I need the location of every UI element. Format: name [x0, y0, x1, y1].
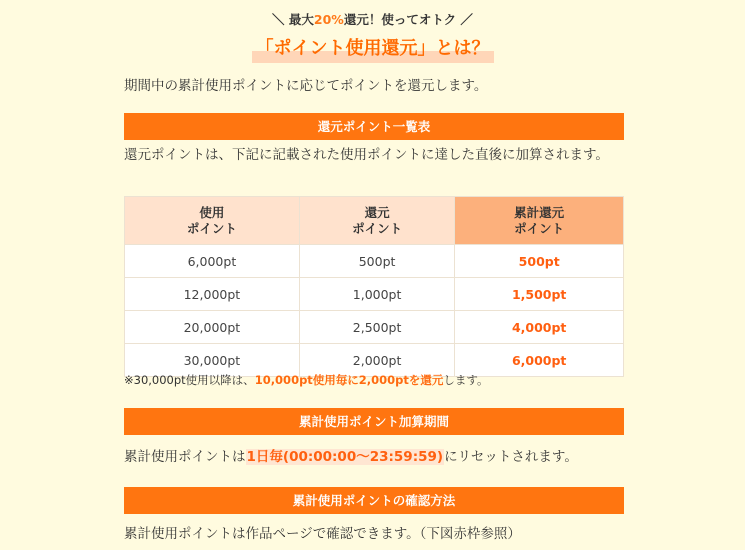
intro-text: 期間中の累計使用ポイントに応じてポイントを還元します。: [124, 78, 488, 94]
reward-table-header-row: [125, 197, 624, 245]
cell-reward: 2,500pt: [299, 311, 455, 344]
table-row: [125, 245, 624, 278]
hero-subtitle-pre: ＼ 最大: [272, 12, 314, 27]
hero-subtitle: [0, 10, 745, 28]
reward-table: [124, 196, 624, 377]
hero-subtitle-highlight: 20%: [313, 12, 344, 27]
section-heading-accumulation-period: 累計使用ポイント加算期間: [124, 408, 624, 435]
cell-reward: 500pt: [299, 245, 455, 278]
cell-cumulative: 1,500pt: [455, 278, 624, 311]
cell-cumulative: 500pt: [455, 245, 624, 278]
period-highlight: 1日毎(00:00:00～23:59:59): [246, 449, 444, 465]
note-post: します。: [443, 373, 489, 387]
cell-used: 12,000pt: [125, 278, 300, 311]
cell-cumulative: 6,000pt: [455, 344, 624, 377]
accumulation-period-text: [124, 447, 624, 468]
cell-used: 20,000pt: [125, 311, 300, 344]
section-heading-confirm-method: 累計使用ポイントの確認方法: [124, 487, 624, 514]
table-row: [125, 311, 624, 344]
hero-title: 「ポイント使用還元」とは？: [252, 34, 494, 63]
note-highlight: 10,000pt使用毎に2,000ptを還元: [254, 373, 444, 387]
note-pre: ※30,000pt使用以降は、: [124, 373, 255, 387]
header-cumulative-points: 累計還元 ポイント: [455, 197, 624, 245]
cell-reward: 2,000pt: [299, 344, 455, 377]
cell-used: 30,000pt: [125, 344, 300, 377]
cell-cumulative: 4,000pt: [455, 311, 624, 344]
hero-subtitle-post: 還元！使ってオトク ／: [343, 12, 473, 27]
header-reward-points: 還元 ポイント: [299, 197, 455, 245]
period-text-post: にリセットされます。: [444, 449, 578, 465]
reward-list-description: 還元ポイントは、下記に記載された使用ポイントに達した直後に加算されます。: [124, 147, 609, 163]
section-heading-reward-list: 還元ポイント一覧表: [124, 113, 624, 140]
confirm-method-text: 累計使用ポイントは作品ページで確認できます。（下図赤枠参照）: [124, 526, 521, 542]
cell-used: 6,000pt: [125, 245, 300, 278]
table-note: [124, 372, 489, 388]
table-row: [125, 278, 624, 311]
period-text-pre: 累計使用ポイントは: [124, 449, 246, 465]
cell-reward: 1,000pt: [299, 278, 455, 311]
header-used-points: 使用 ポイント: [125, 197, 300, 245]
hero-title-wrap: [0, 34, 745, 63]
